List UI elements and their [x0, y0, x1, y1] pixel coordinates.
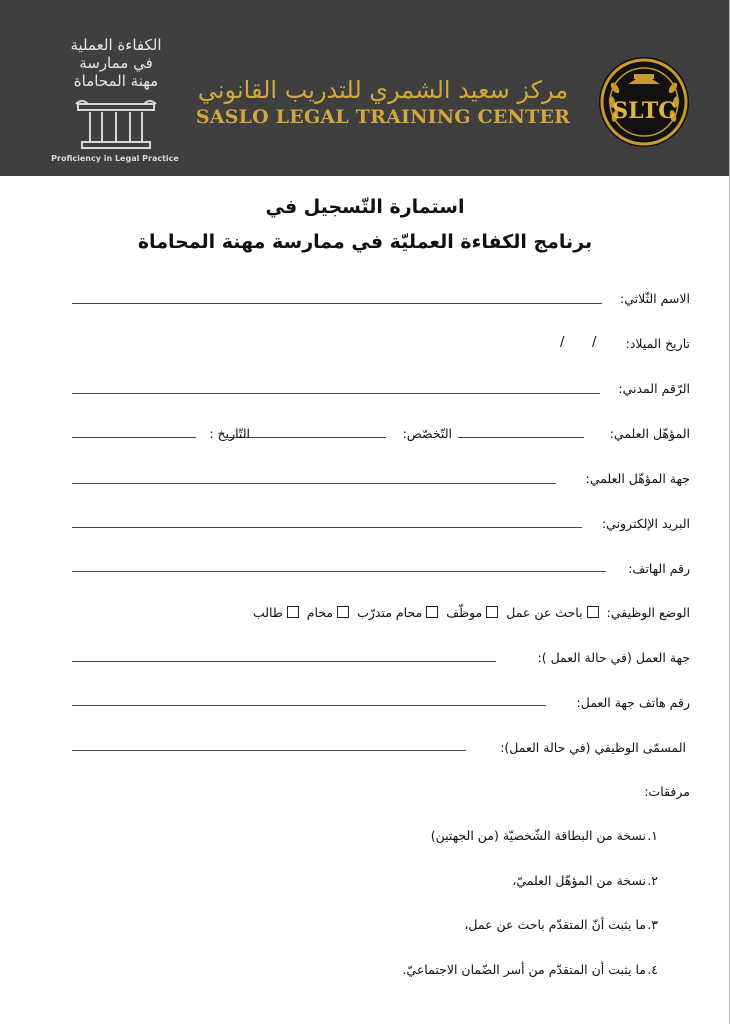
label-email: البريد الإلكتروني: [601, 516, 690, 531]
center-name-english: SASLO LEGAL TRAINING CENTER [195, 106, 571, 128]
checkbox-lawyer[interactable] [337, 606, 349, 618]
header-banner [0, 0, 730, 176]
label-qualification: المؤهّل العلمي: [609, 426, 690, 441]
qual-issuer-field[interactable] [72, 483, 556, 484]
option-trainee-lawyer: محام متدرّب [357, 605, 423, 620]
label-specialization: التّخصّص: [402, 426, 452, 441]
checkbox-job-seeker[interactable] [587, 606, 599, 618]
column-pillar-icon [72, 98, 160, 150]
seal-letters: SLTC [612, 98, 676, 124]
form-title-line1: استمارة التّسجيل في [265, 196, 465, 218]
attachment-4-text: ما يثبت أن المتقدّم من أسر الضّمان الاجتماعيّ. [402, 962, 646, 977]
dob-separator-1: / [592, 335, 597, 350]
checkbox-student[interactable] [287, 606, 299, 618]
center-name-arabic: مركز سعيد الشمري للتدريب القانوني [197, 76, 569, 104]
qualification-field[interactable] [458, 437, 584, 438]
option-job-seeker: باحث عن عمل [506, 605, 583, 620]
label-phone: رقم الهاتف: [628, 561, 690, 576]
sltc-seal-icon [598, 56, 690, 148]
attachment-1-text: نسخة من البطاقة الشّخصيّة (من الجهتين) [430, 828, 646, 843]
label-full-name: الاسم الثّلاثي: [620, 291, 690, 306]
dob-separator-2: / [560, 335, 565, 350]
logo-line-1: الكفاءة العملية [70, 36, 162, 54]
option-lawyer: محام [306, 605, 334, 620]
attachment-1-number: ١. [647, 828, 658, 843]
civil-id-field[interactable] [72, 393, 600, 394]
checkbox-trainee-lawyer[interactable] [426, 606, 438, 618]
attachment-2-number: ٢. [647, 873, 658, 888]
form-title-line2: برنامج الكفاءة العمليّة في ممارسة مهنة المحاماة [137, 231, 593, 253]
label-employment: الوضع الوظيفي: [606, 605, 690, 620]
checkbox-employee[interactable] [486, 606, 498, 618]
email-field[interactable] [72, 527, 582, 528]
attachment-3-number: ٣. [647, 917, 658, 932]
employment-status-row [253, 605, 690, 620]
label-civil-id: الرّقم المدني: [618, 381, 690, 396]
option-student: طالب [252, 605, 283, 620]
label-qual-issuer: جهة المؤهّل العلمي: [585, 471, 690, 486]
label-employer-phone: رقم هاتف جهة العمل: [576, 695, 690, 710]
employer-phone-field[interactable] [72, 705, 546, 706]
program-tagline: Proficiency in Legal Practice [51, 154, 179, 163]
employer-field[interactable] [72, 661, 496, 662]
label-employer: جهة العمل (في حالة العمل ): [537, 650, 690, 665]
label-date: التّاريخ : [209, 426, 250, 441]
specialization-field[interactable] [226, 437, 386, 438]
label-dob: تاريخ الميلاد: [625, 336, 690, 351]
logo-line-2: في ممارسة [79, 54, 153, 72]
attachment-4-number: ٤. [647, 962, 658, 977]
logo-line-3: مهنة المحاماة [73, 72, 159, 90]
option-employee: موظّف [446, 605, 483, 620]
label-job-title: المسمّى الوظيفي (في حالة العمل): [500, 740, 686, 755]
attachment-3-text: ما يثبت أنّ المتقدّم باحث عن عمل، [464, 917, 646, 932]
phone-field[interactable] [72, 571, 606, 572]
attachments-heading: مرفقات: [644, 784, 690, 799]
attachment-2-text: نسخة من المؤهّل العلميّ، [512, 873, 646, 888]
date-field[interactable] [72, 437, 196, 438]
job-title-field[interactable] [72, 750, 466, 751]
program-logo-text [56, 36, 176, 90]
full-name-field[interactable] [72, 303, 602, 304]
